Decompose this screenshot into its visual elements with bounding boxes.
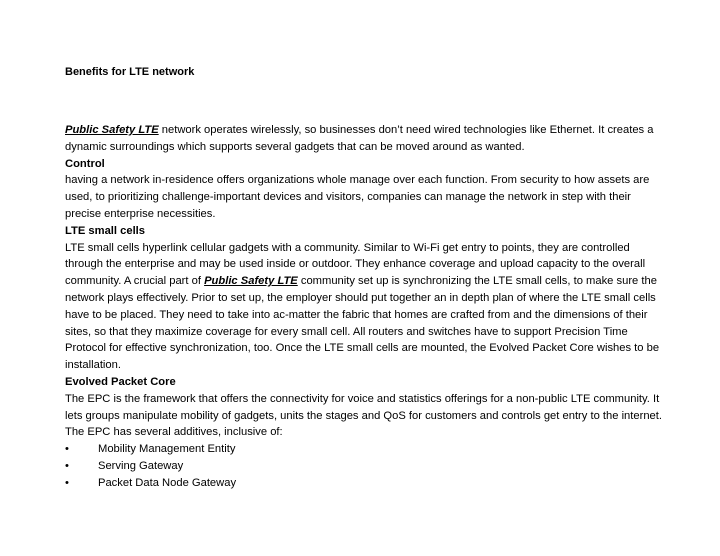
epc-heading: Evolved Packet Core <box>65 375 176 388</box>
epc-paragraph: The EPC is the framework that offers the connectivity for voice and statistics offerings for a non-public LTE community. It lets groups manipulate mobility of gadgets, units the stages and QoS for customers and controls get entry to the internet. The EPC has several additives, inclusive of: <box>65 392 662 439</box>
public-safety-lte-link[interactable]: Public Safety LTE <box>65 124 159 136</box>
list-item-text: Serving Gateway <box>98 459 184 472</box>
small-cells-heading: LTE small cells <box>65 224 146 237</box>
list-item <box>65 441 665 458</box>
list-item-text: Packet Data Node Gateway <box>98 476 237 489</box>
list-item <box>65 475 665 492</box>
list-item-text: Mobility Management Entity <box>98 443 236 456</box>
small-cells-paragraph <box>65 240 665 374</box>
small-cells-text-after: community set up is synchronizing the LTE small cells, to make sure the network plays effectively. Prior to set up, the employer should put together an in depth plan of where the LTE small cells have to be placed. They need to take into ac-matter the fabric that homes are crafted from and the dimensions of their sites, so that they maximize coverage for every small cell. All routers and switches have to support Precision Time Protocol for effective synchronization, too. Once the LTE small cells are mounted, the Evolved Packet Core wishes to be installation. <box>65 275 660 372</box>
public-safety-lte-link-2[interactable]: Public Safety LTE <box>204 275 298 288</box>
bullet-icon: • <box>65 443 69 456</box>
document-body <box>65 122 665 492</box>
list-item <box>65 458 665 475</box>
small-cells-text-before: LTE small cells hyperlink cellular gadgets with a community. Similar to Wi-Fi get entry to points, they are controlled through the enterprise and may be used inside or outdoor. They enhance coverage and upload capacity to the overall community. A crucial part of <box>65 241 646 288</box>
bullet-icon: • <box>65 459 69 472</box>
control-heading: Control <box>65 157 105 170</box>
intro-paragraph <box>65 122 665 156</box>
epc-component-list <box>65 441 665 491</box>
document-title: Benefits for LTE network <box>65 66 195 78</box>
intro-text: network operates wirelessly, so businesses don’t need wired technologies like Ethernet. It creates a dynamic surroundings which supports several gadgets that can be moved around as wanted. <box>65 124 654 153</box>
control-paragraph: having a network in-residence offers organizations whole manage over each function. From security to how assets are used, to prioritizing challenge-important devices and visitors, companies can manage the network in step with their precise enterprise necessities. <box>65 174 650 220</box>
bullet-icon: • <box>65 476 69 489</box>
